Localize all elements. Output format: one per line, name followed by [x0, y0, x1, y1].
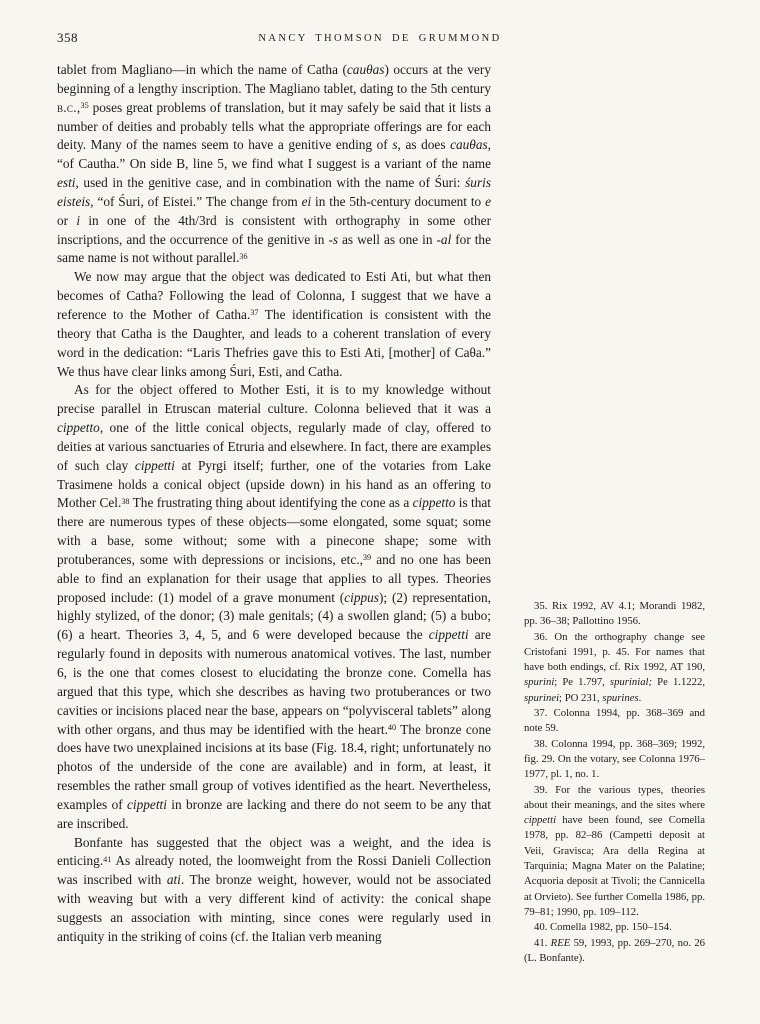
body-paragraph-3: As for the object offered to Mother Esti, it is to my knowledge without precise parallel in Etruscan material culture. Colonna believed that it was a cippetto, one of the little conical objects, regularly made of clay, offered to deities at various sanctuaries of Etruria and elsewhere. In fact, there are examples of such clay cippetti at Pyrgi itself; further, one of the votaries from Lake Trasimene holds a conical object (upside down) in his hand as an offering to Mother Cel.$^{38}$ The frustrating thing about identifying the cone as a cippetto is that there are numerous types of these objects—some elongated, some squat; some with a base, some without; some with a pinecone shape; some with protuberances, some with depressions or incisions, etc.,$^{39}$ and no one has been able to find an explanation for their usage that applies to all types. Theories proposed include: (1) model of a grave monument (cippus); (2) representation, highly stylized, of the donor; (3) male genitals; (4) a swollen gland; (5) a bubo; (6) a heart. Theories 3, 4, 5, and 6 were developed because the cippetti are regularly found in deposits with numerous anatomical votives. The last, number 6, is the one that comes closest to elucidating the bronze cone. Comella has argued that this type, which she describes as having two protuberances or two cavities or incisions placed near the base, appears on “polyvisceral tablets” along with other organs, and thus may be identified with the heart.$^{40}$ The bronze cone does have two unexplained incisions at its base (Fig. 18.4, right; unfortunately no photos of the underside of the cone are available) and in form, at least, it resembles the rather small group of votives identified as the heart. Nevertheless, examples of cippetti in bronze are lacking and there do not seem to be any that are inscribed. — [57, 382, 492, 831]
footnote-40: 40. Comella 1982, pp. 150–154. — [534, 921, 672, 934]
body-paragraph-2: We now may argue that the object was dedicated to Esti Ati, but what then becomes of Catha? Following the lead of Colonna, I suggest that we have a reference to the Mother of Catha.$^{37}$ The identification is consistent with the theory that Catha is the Daughter, and leads to a coherent translation of every word in the dedication: “Laris Thefries gave this to Esti Ati, [mother] of Caθa.” We thus have clear links among Śuri, Esti, and Catha. — [57, 269, 491, 379]
footnote-37: 37. Colonna 1994, pp. 368–369 and note 59. — [524, 707, 705, 735]
footnote-38: 38. Colonna 1994, pp. 368–369; 1992, fig. 29. On the votary, see Colonna 1976–1977, pl. 1, no. 1. — [524, 737, 705, 781]
main-text-column — [57, 61, 491, 947]
body-paragraph-4: Bonfante has suggested that the object was a weight, and the idea is enticing.$^{41}$ As already noted, the loomweight from the Rossi Danieli Collection was inscribed with ati. The bronze weight, however, would not be associated with weaving but with a very different kind of activity: the conical shape suggests an association with minting, since cones were regularly used in antiquity in the striking of coins (cf. the Italian verb meaning — [57, 834, 491, 944]
page-number: 358 — [57, 30, 78, 45]
footnote-36: 36. On the orthography change see Cristofani 1991, p. 45. For names that have both endings, cf. Rix 1992, AT 190, spurini; Pe 1.797, spurinial; Pe 1.1222, spurinei; PO 231, spurines. — [524, 630, 705, 704]
footnote-39: 39. For the various types, theories about their meanings, and the sites where cippetti have been found, see Comella 1978, pp. 82–86 (Campetti deposit at Veii, Gravisca; Ara della Regina at Tarquinia; Magna Mater on the Palatine; Acquoria deposit at Tivoli; the Cannicella at Orvieto). See further Comella 1986, pp. 79–81; 1990, pp. 109–112. — [524, 783, 705, 918]
running-head: NANCY THOMSON DE GRUMMOND — [258, 33, 502, 44]
body-paragraph-1: tablet from Magliano—in which the name of Catha (cauθas) occurs at the very beginning of a lengthy inscription. The Magliano tablet, dating to the 5th century b.c.,$^{35}$ poses great problems of translation, but it may safely be said that it lists a number of deities and probably tells what the appropriate offerings are for each deity. Many of the names seem to have a genitive ending of s, as does cauθas, “of Cautha.” On side B, line 5, we find what I suggest is a variant of the name esti, used in the genitive case, and in combination with the name of Śuri: śuris eisteis, “of Śuri, of Eistei.” The change from ei in the 5th-century document to e or i in one of the 4th/3rd is consistent with orthography in some other inscriptions, and the occurrence of the genitive in -s as well as one in -al for the same name is not without parallel.$^{36}$ — [57, 62, 492, 266]
footnotes-column — [524, 599, 705, 966]
footnote-35: 35. Rix 1992, AV 4.1; Morandi 1982, pp. 36–38; Pallottino 1956. — [524, 600, 705, 628]
footnote-41: 41. REE 59, 1993, pp. 269–270, no. 26 (L. Bonfante). — [524, 936, 706, 964]
